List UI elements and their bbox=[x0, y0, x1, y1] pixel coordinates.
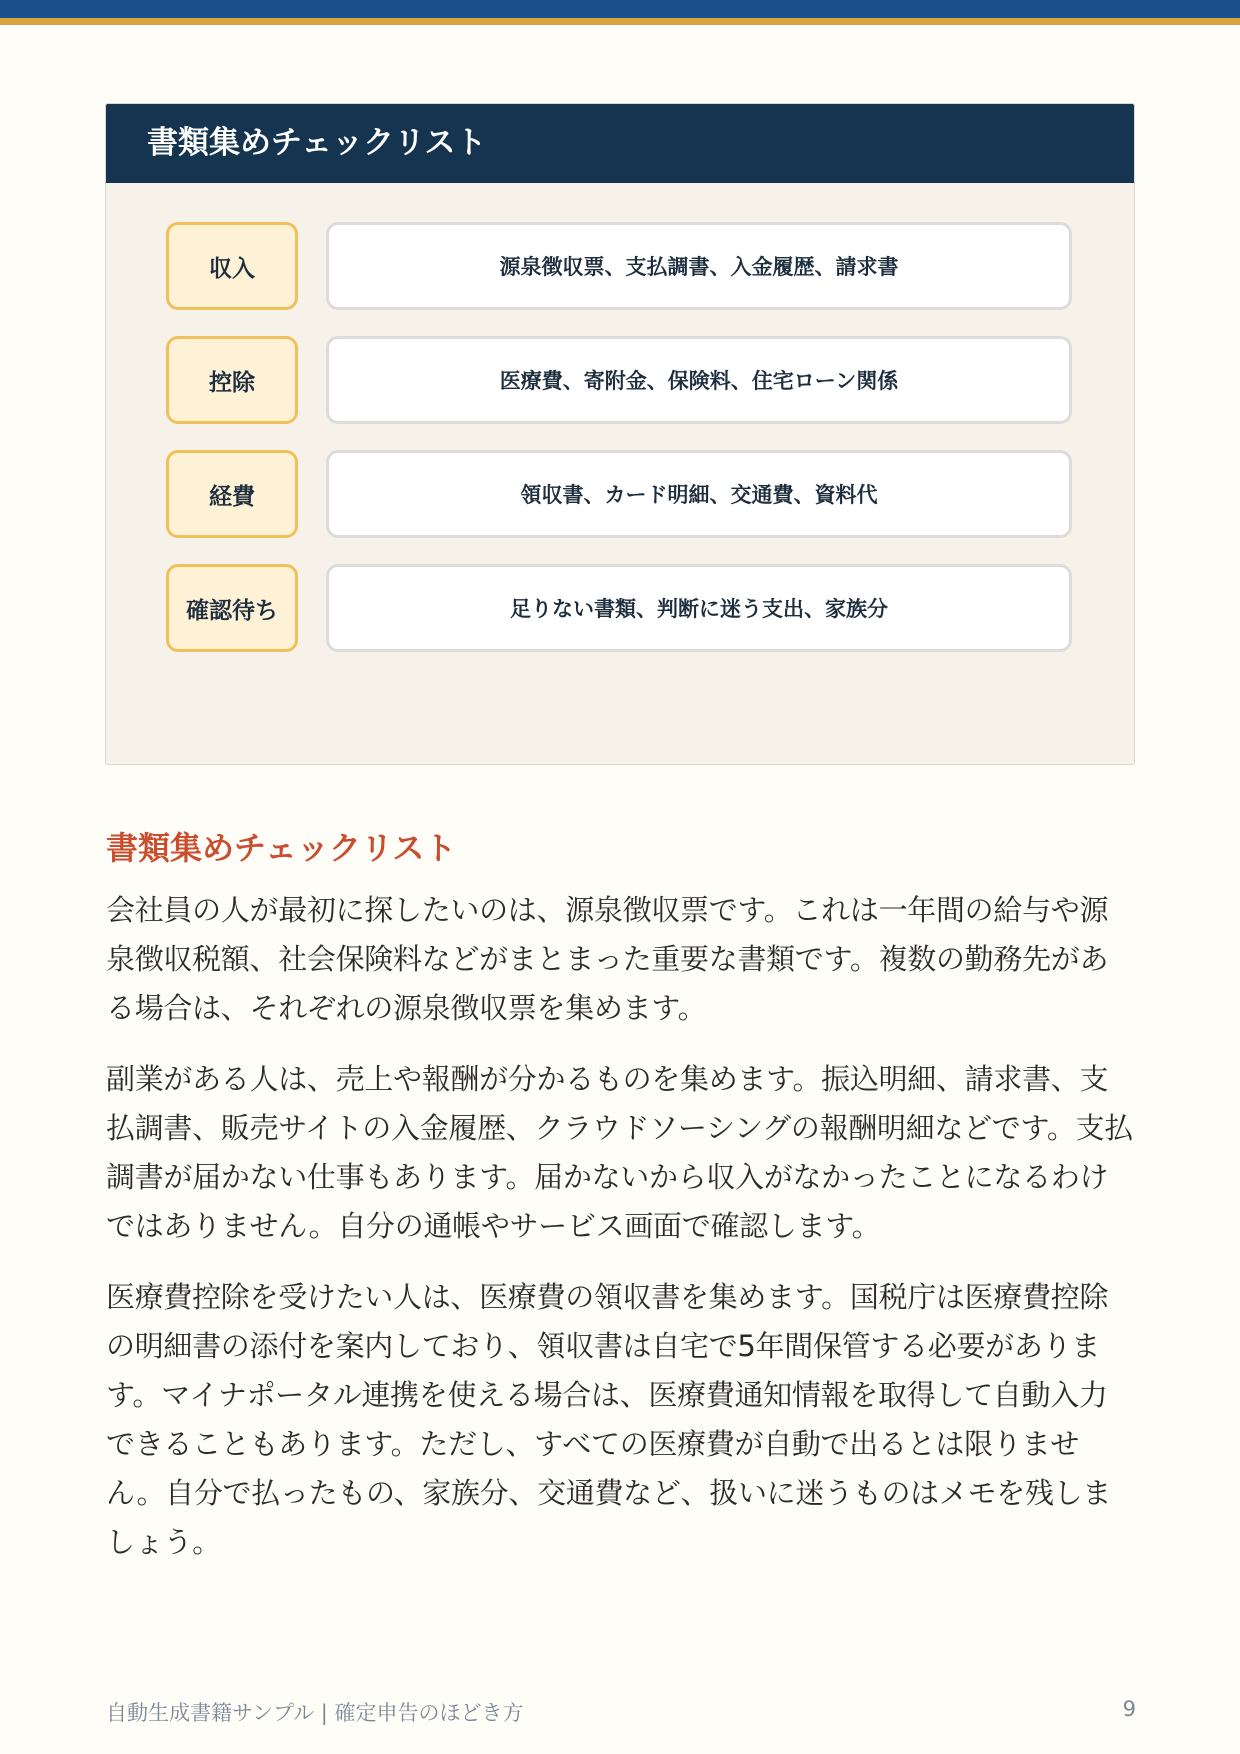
checklist-row-expenses bbox=[166, 450, 1072, 538]
checklist-card bbox=[105, 103, 1135, 765]
top-accent-stripe bbox=[0, 18, 1240, 25]
checklist-row-label: 経費 bbox=[166, 450, 298, 538]
checklist-row-income bbox=[166, 222, 1072, 310]
checklist-row-pending bbox=[166, 564, 1072, 652]
checklist-row-label: 収入 bbox=[166, 222, 298, 310]
section-heading: 書類集めチェックリスト bbox=[106, 829, 457, 867]
paragraph: 会社員の人が最初に探したいのは、源泉徴収票です。これは一年間の給与や源泉徴収税額、社会保険料などがまとまった重要な書類です。複数の勤務先がある場合は、それぞれの源泉徴収票を集めます。 bbox=[106, 893, 1109, 1025]
checklist-row-value: 医療費、寄附金、保険料、住宅ローン関係 bbox=[326, 336, 1072, 424]
body-text bbox=[106, 886, 1136, 1589]
checklist-row-value: 足りない書類、判断に迷う支出、家族分 bbox=[326, 564, 1072, 652]
checklist-row-deduction bbox=[166, 336, 1072, 424]
paragraph: 医療費控除を受けたい人は、医療費の領収書を集めます。国税庁は医療費控除の明細書の添付を案内しており、領収書は自宅で5年間保管する必要があります。マイナポータル連携を使える場合は、医療費通知情報を取得して自動入力できることもあります。ただし、すべての医療費が自動で出るとは限りません。自分で払ったもの、家族分、交通費など、扱いに迷うものはメモを残しましょう。 bbox=[106, 1280, 1112, 1559]
checklist-card-title: 書類集めチェックリスト bbox=[106, 104, 1134, 183]
checklist-row-value: 源泉徴収票、支払調書、入金履歴、請求書 bbox=[326, 222, 1072, 310]
footer-book-title: 自動生成書籍サンプル | 確定申告のほどき方 bbox=[106, 1701, 524, 1725]
paragraph: 副業がある人は、売上や報酬が分かるものを集めます。振込明細、請求書、支払調書、販売サイトの入金履歴、クラウドソーシングの報酬明細などです。支払調書が届かない仕事もあります。届かないから収入がなかったことになるわけではありません。自分の通帳やサービス画面で確認します。 bbox=[106, 1062, 1133, 1243]
checklist-row-label: 控除 bbox=[166, 336, 298, 424]
footer-page-number: 9 bbox=[1122, 1697, 1136, 1721]
top-band bbox=[0, 0, 1240, 18]
checklist-row-value: 領収書、カード明細、交通費、資料代 bbox=[326, 450, 1072, 538]
checklist-row-label: 確認待ち bbox=[166, 564, 298, 652]
